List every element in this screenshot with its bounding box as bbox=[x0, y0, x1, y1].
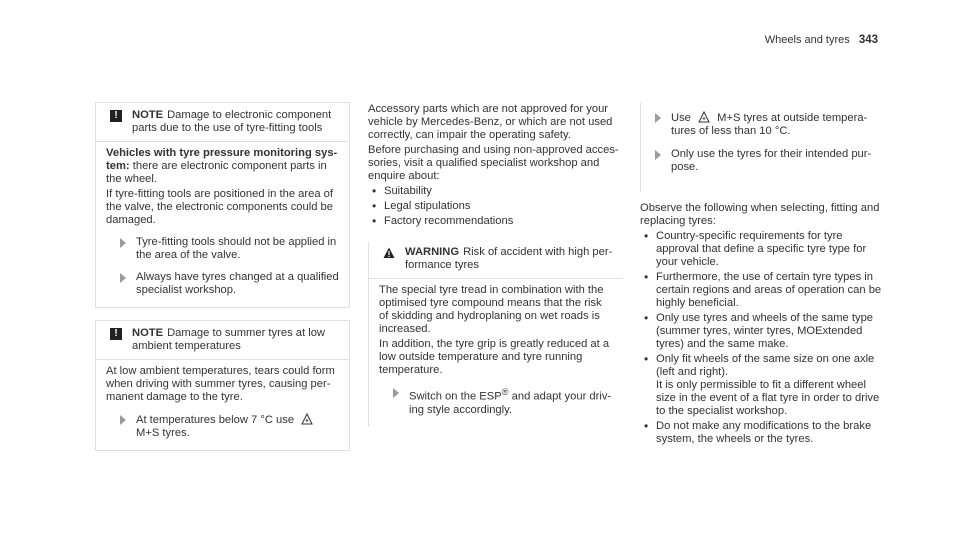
notice-label: NOTE bbox=[132, 327, 164, 339]
bullet-list bbox=[640, 230, 885, 446]
list-item bbox=[640, 353, 885, 418]
step-item bbox=[106, 236, 339, 262]
page-number: 343 bbox=[858, 34, 878, 46]
list-item: • Do not make any modifications to the brake system, the wheels or the tyres. bbox=[640, 420, 885, 446]
notice-paragraph: At low ambient temperatures, tears could form when driving with summer tyres, causing per- manent damage to the tyre. bbox=[106, 365, 335, 403]
step-text: Use bbox=[671, 112, 691, 124]
column-left bbox=[95, 102, 350, 451]
arrow-right-icon bbox=[393, 388, 399, 398]
step-item bbox=[106, 413, 339, 440]
column-right bbox=[640, 103, 885, 448]
step-text-continued: M+S tyres. bbox=[136, 427, 190, 439]
notice-title: Damage to electronic component parts due to the use of tyre-fitting tools bbox=[132, 109, 332, 134]
exclamation-icon: ! bbox=[110, 110, 122, 122]
warning-paragraph: The special tyre tread in combination with the optimised tyre compound means that the risk of skidding and hydroplaning on wet roads is increased. bbox=[379, 284, 604, 335]
notice-header bbox=[96, 321, 349, 359]
warning-title: Risk of accident with high per- formance tyres bbox=[405, 246, 613, 271]
list-item: • Furthermore, the use of certain tyre types in certain regions and areas of operation can be highly beneficial. bbox=[640, 271, 885, 310]
step-text: Always have tyres changed at a qualified specialist workshop. bbox=[136, 271, 339, 296]
arrow-right-icon bbox=[655, 150, 661, 160]
snowflake-mountain-icon bbox=[698, 111, 710, 123]
list-item: • Legal stipulations bbox=[368, 200, 623, 213]
notice-paragraph: If tyre-fitting tools are positioned in the area of the valve, the electronic components could be damaged. bbox=[106, 188, 333, 226]
list-item: • Country-specific requirements for tyre approval that define a specific tyre type for your vehicle. bbox=[640, 230, 885, 269]
warning-label: WARNING bbox=[405, 246, 460, 258]
warning-header bbox=[369, 242, 623, 278]
notice-label: NOTE bbox=[132, 109, 164, 121]
list-item: • Factory recommendations bbox=[368, 215, 623, 228]
step-text: At temperatures below 7 °C use bbox=[136, 414, 295, 426]
step-text-continued: M+S tyres at outside tempera- tures of less than 10 °C. bbox=[671, 112, 868, 137]
step-item bbox=[106, 271, 339, 297]
section-title: Wheels and tyres bbox=[764, 34, 850, 46]
step-box bbox=[640, 103, 885, 192]
notice-box-electronics bbox=[95, 102, 350, 308]
warning-body bbox=[369, 278, 623, 427]
step-item bbox=[641, 111, 885, 138]
bullet-list bbox=[368, 185, 623, 228]
warning-box bbox=[368, 242, 623, 427]
snowflake-mountain-icon bbox=[301, 413, 313, 425]
arrow-right-icon bbox=[120, 273, 126, 283]
step-text-continued: and adapt your driv- ing style accordingly. bbox=[409, 390, 612, 416]
paragraph: Before purchasing and using non-approved acces- sories, visit a qualified specialist workshop and enquire about: bbox=[368, 144, 619, 182]
notice-title: Damage to summer tyres at low ambient temperatures bbox=[132, 327, 325, 352]
list-item: • Only use tyres and wheels of the same type (summer tyres, winter tyres, MOExtended tyres) and the same make. bbox=[640, 312, 885, 351]
notice-body bbox=[96, 141, 349, 307]
step-text: Tyre-fitting tools should not be applied in the area of the valve. bbox=[136, 236, 337, 261]
page-header bbox=[765, 34, 878, 47]
exclamation-icon: ! bbox=[110, 328, 122, 340]
list-item: • Suitability bbox=[368, 185, 623, 198]
column-middle bbox=[368, 103, 623, 427]
arrow-right-icon bbox=[120, 238, 126, 248]
warning-paragraph: In addition, the tyre grip is greatly reduced at a low outside temperature and tyre running temperature. bbox=[379, 338, 610, 376]
paragraph: Observe the following when selecting, fitting and replacing tyres: bbox=[640, 202, 880, 227]
notice-subtitle: Vehicles with tyre pressure monitoring sys- tem: bbox=[106, 147, 338, 172]
step-item bbox=[379, 386, 613, 417]
notice-body bbox=[96, 359, 349, 450]
step-text: Only use the tyres for their intended pur- pose. bbox=[671, 148, 872, 173]
warning-triangle-icon bbox=[383, 247, 395, 259]
step-text: Switch on the ESP bbox=[409, 390, 502, 403]
arrow-right-icon bbox=[655, 113, 661, 123]
list-item-text: Only fit wheels of the same size on one axle (left and right). bbox=[656, 353, 875, 378]
paragraph: Accessory parts which are not approved for your vehicle by Mercedes-Benz, or which are not used correctly, can impair the operating safety. bbox=[368, 103, 613, 141]
list-item-extra: It is only permissible to fit a different wheel size in the event of a flat tyre in order to drive to the specialist workshop. bbox=[656, 379, 880, 417]
registered-mark: ® bbox=[501, 387, 509, 397]
notice-box-summer-tyres bbox=[95, 320, 350, 451]
notice-header bbox=[96, 103, 349, 141]
notice-subtext: there are electronic component parts in the wheel. bbox=[106, 160, 327, 185]
step-item bbox=[641, 148, 885, 174]
arrow-right-icon bbox=[120, 415, 126, 425]
